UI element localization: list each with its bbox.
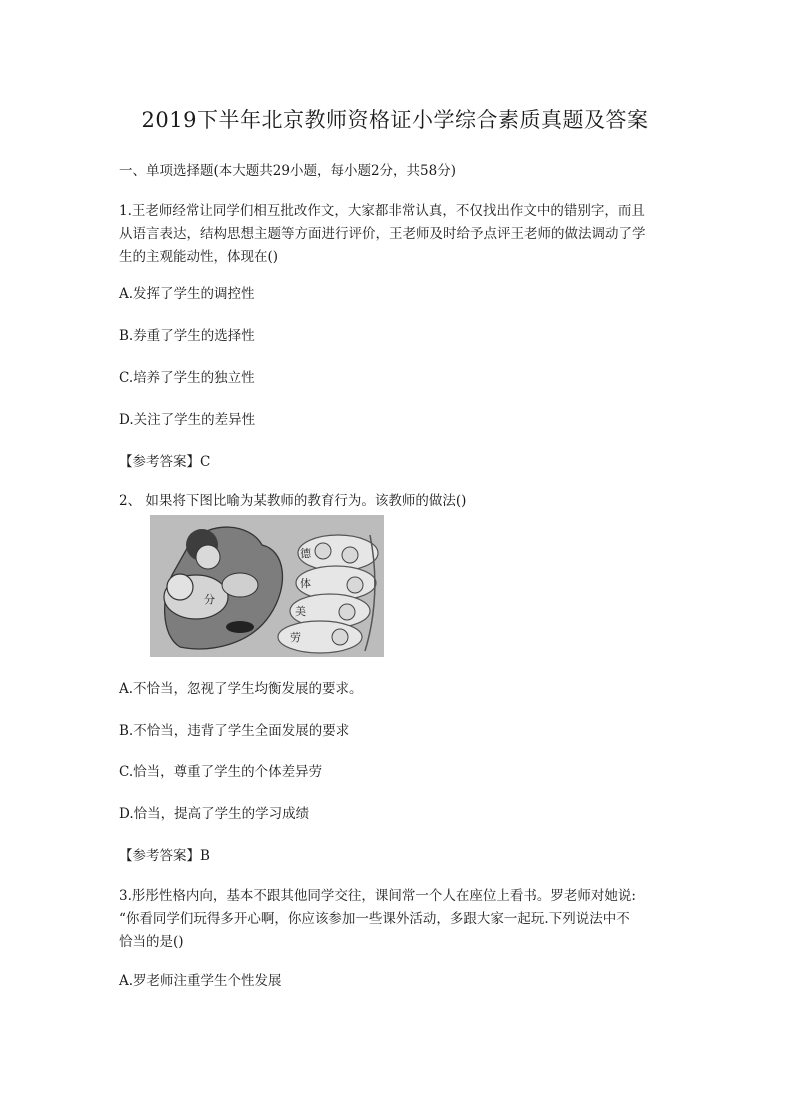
question-1-stem — [119, 200, 679, 269]
illustration-label-lao: 劳 — [290, 631, 301, 644]
question-1-option-c: C.培养了学生的独立性 — [119, 370, 255, 386]
question-3-stem — [119, 885, 679, 954]
illustration-svg — [150, 515, 384, 657]
question-1-option-b: B.券重了学生的选择性 — [119, 328, 255, 344]
question-2-option-a: A.不恰当，忽视了学生均衡发展的要求。 — [119, 681, 363, 697]
question-1-stem-line: 1.王老师经常让同学们相互批改作文，大家都非常认真，不仅找出作文中的错别字，而且 — [119, 203, 645, 219]
question-1-option-a: A.发挥了学生的调控性 — [119, 286, 255, 302]
question-1-stem-line: 从语言表达，结构思想主题等方面进行评价，王老师及时给予点评王老师的做法调动了学 — [119, 226, 646, 242]
question-2-option-c: C.恰当，尊重了学生的个体差异劳 — [119, 764, 323, 780]
illustration-label-de: 德 — [300, 547, 311, 560]
question-1-stem-line: 生的主观能动性，体现在() — [119, 249, 279, 265]
question-2-illustration — [150, 515, 384, 657]
question-3-stem-line: 恰当的是() — [119, 934, 184, 950]
question-2-option-d: D.恰当，提高了学生的学习成绩 — [119, 806, 310, 822]
question-1-option-d: D.关注了学生的差异性 — [119, 412, 256, 428]
document-title: 2019下半年北京教师资格证小学综合素质真题及答案 — [141, 108, 649, 132]
question-2-option-b: B.不恰当，违背了学生全面发展的要求 — [119, 723, 350, 739]
question-1-answer: 【参考答案】C — [119, 454, 211, 470]
section-heading: 一、单项选择题(本大题共29小题，每小题2分，共58分) — [119, 163, 456, 179]
question-2-answer: 【参考答案】B — [119, 848, 210, 864]
illustration-label-fen: 分 — [204, 593, 215, 606]
question-3-stem-line: “你看同学们玩得多开心啊，你应该参加一些课外活动，多跟大家一起玩.下列说法中不 — [119, 911, 630, 927]
illustration-label-ti: 体 — [300, 577, 311, 590]
illustration-label-mei: 美 — [295, 605, 306, 618]
question-2-stem: 2、 如果将下图比喻为某教师的教育行为。该教师的做法() — [119, 493, 467, 509]
question-3-option-a: A.罗老师注重学生个性发展 — [119, 973, 282, 989]
question-3-stem-line: 3.彤彤性格内向，基本不跟其他同学交往，课间常一个人在座位上看书。罗老师对她说: — [119, 888, 636, 904]
